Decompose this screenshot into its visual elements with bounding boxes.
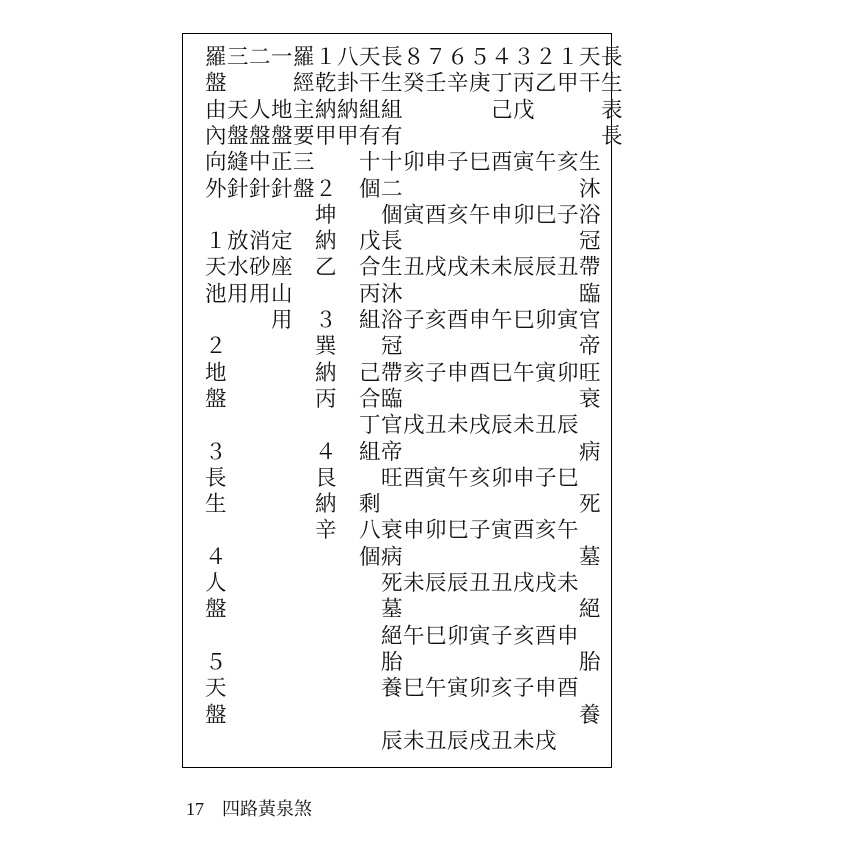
text-line: 池用用山 丙沐 臨 [205,281,602,307]
text-line: 人 死未辰辰丑丑戌戌未 [205,571,580,596]
text-line: 辛 八衰申卯巳子寅酉亥午 [205,518,580,544]
text-line: 坤 個寅酉亥午申卯巳子浴 [205,202,602,228]
text-line: 內盤盤盤要甲甲有有 長 [205,123,624,149]
text-line: 地 納 己帶亥子申酉巳午寅卯旺 [205,360,602,386]
text-line: 向縫中正三 十十卯申子巳酉寅午亥生 [205,150,602,176]
text-line: １放消定 納 戊長 冠 [205,229,602,255]
text-line: 天水砂座 乙 合生丑戌戌未未辰辰丑帶 [205,255,602,281]
page-footer: 17 四路黃泉煞 [186,799,312,819]
text-line: 生 納 剩 死 [205,492,602,518]
text-line: 天 養巳午寅卯亥子申酉 [205,676,580,702]
text-line: 羅三二一羅１八天長８７６５４３２１天長 [205,45,624,70]
text-line: 盤 丙 合臨 衰 [205,386,602,412]
text-line: 用 ３ 組浴子亥酉申午巳卯寅官 [205,308,602,333]
text-line: 盤 經乾卦干生癸壬辛庚丁丙乙甲干生 [205,71,624,97]
text-line: ５ 胎 胎 [205,649,602,675]
text-line: ３ ４ 組帝 病 [205,439,602,465]
text-line: 外針針針盤２ 個二 沐 [205,176,602,202]
text-line: ４ 個病 墓 [205,544,602,570]
text-line: 盤 養 [205,702,602,728]
text-line: 盤 墓 絕 [205,597,602,623]
text-line: 由天人地主納納組組 己戊 表 [205,97,624,123]
text-line: 絕午巳卯寅子亥酉申 [205,623,580,649]
text-line: 辰未丑辰戌丑未戌 [205,728,558,754]
text-line: 丁官戌丑未戌辰未丑辰 [205,413,580,439]
text-line: 長 艮 旺酉寅午亥卯申子巳 [205,465,580,491]
text-line: ２ 巽 冠 帝 [205,334,602,360]
